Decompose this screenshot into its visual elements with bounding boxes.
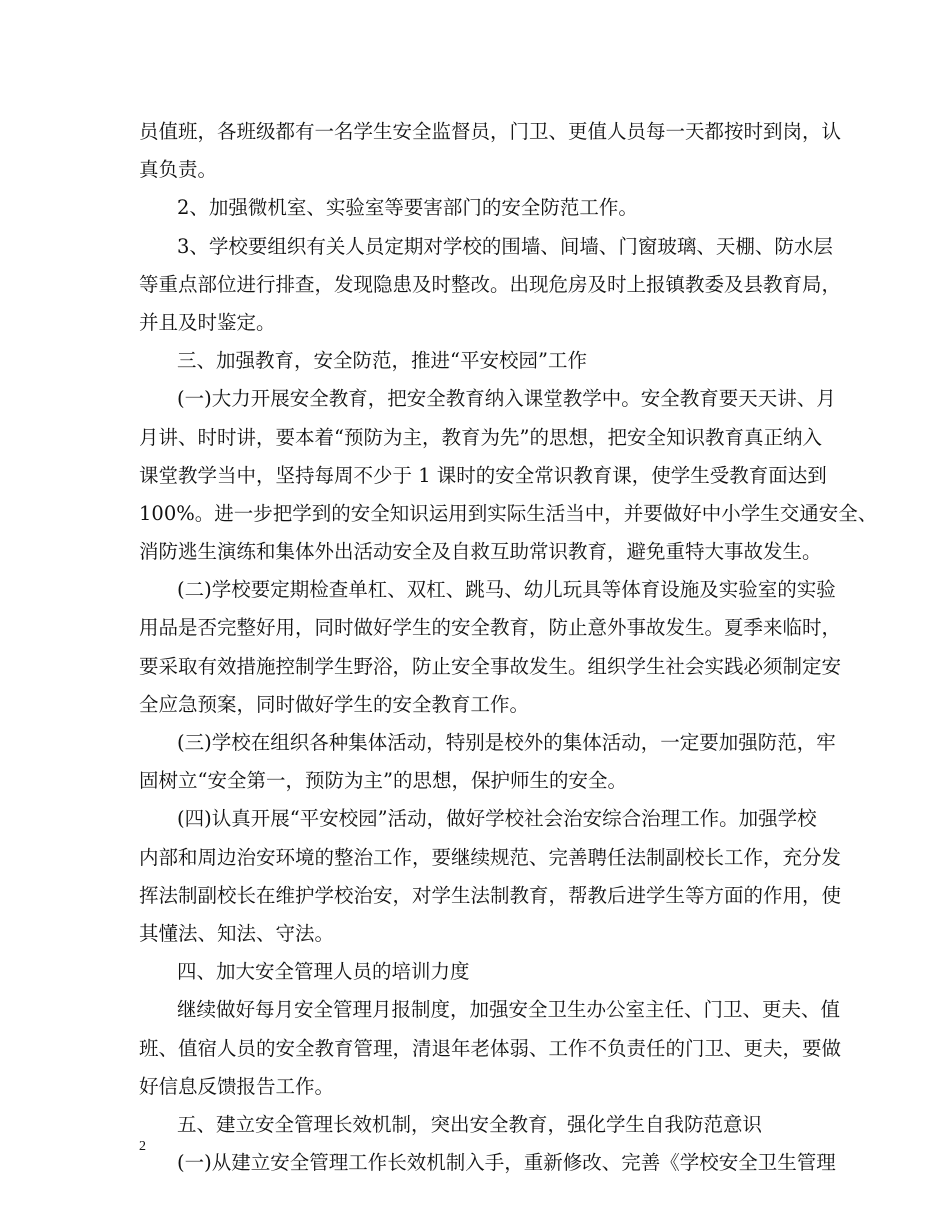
text-line: (一)大力开展安全教育，把安全教育纳入课堂教学中。安全教育要天天讲、月 (177, 387, 836, 411)
text-line: 3、学校要组织有关人员定期对学校的围墙、间墙、门窗玻璃、天棚、防水层 (177, 234, 833, 258)
text-line: 真负责。 (139, 158, 218, 182)
text-line: 月讲、时时讲，要本着“预防为主，教育为先”的思想，把安全知识教育真正纳入 (139, 425, 822, 449)
text-line: 用品是否完整好用，同时做好学生的安全教育，防止意外事故发生。夏季来临时， (139, 616, 842, 640)
text-line: 班、值宿人员的安全教育管理，清退年老体弱、工作不负责任的门卫、更夫，要做 (139, 1036, 842, 1060)
text-line: 并且及时鉴定。 (139, 310, 276, 334)
text-line: 好信息反馈报告工作。 (139, 1074, 335, 1098)
text-line: 五、建立安全管理长效机制，突出安全教育，强化学生自我防范意识 (177, 1112, 763, 1136)
page-number: 2 (139, 1139, 146, 1154)
text-line: 全应急预案，同时做好学生的安全教育工作。 (139, 692, 530, 716)
text-line: 继续做好每月安全管理月报制度，加强安全卫生办公室主任、门卫、更夫、值 (177, 998, 841, 1022)
text-line: 等重点部位进行排查，发现隐患及时整改。出现危房及时上报镇教委及县教育局， (139, 272, 842, 296)
text-line: 挥法制副校长在维护学校治安，对学生法制教育，帮教后进学生等方面的作用，使 (139, 883, 842, 907)
text-line: 员值班，各班级都有一名学生安全监督员，门卫、更值人员每一天都按时到岗，认 (139, 120, 842, 143)
text-line: 固树立“安全第一，预防为主”的思想，保护师生的安全。 (139, 769, 627, 793)
text-line: 课堂教学当中，坚持每周不少于 1 课时的安全常识教育课，使学生受教育面达到 (139, 463, 827, 487)
text-line: 其懂法、知法、守法。 (139, 921, 335, 945)
text-line: 四、加大安全管理人员的培训力度 (177, 960, 470, 984)
text-line: 消防逃生演练和集体外出活动安全及自救互助常识教育，避免重特大事故发生。 (139, 540, 822, 564)
text-line: 三、加强教育，安全防范，推进“平安校园”工作 (177, 349, 587, 373)
text-line: 要采取有效措施控制学生野浴，防止安全事故发生。组织学生社会实践必须制定安 (139, 654, 842, 678)
text-line: 内部和周边治安环境的整治工作，要继续规范、完善聘任法制副校长工作，充分发 (139, 845, 842, 869)
text-line: (三)学校在组织各种集体活动，特别是校外的集体活动，一定要加强防范，牢 (177, 731, 836, 754)
text-line: 100%。进一步把学到的安全知识运用到实际生活当中，并要做好中小学生交通安全、 (139, 501, 878, 525)
text-line: 2、加强微机室、实验室等要害部门的安全防范工作。 (177, 196, 638, 220)
text-line: (四)认真开展“平安校园”活动，做好学校社会治安综合治理工作。加强学校 (177, 807, 817, 831)
text-line: (一)从建立安全管理工作长效机制入手，重新修改、完善《学校安全卫生管理 (177, 1151, 836, 1175)
text-line: (二)学校要定期检查单杠、双杠、跳马、幼儿玩具等体育设施及实验室的实验 (177, 578, 836, 602)
document-body (139, 113, 878, 1182)
